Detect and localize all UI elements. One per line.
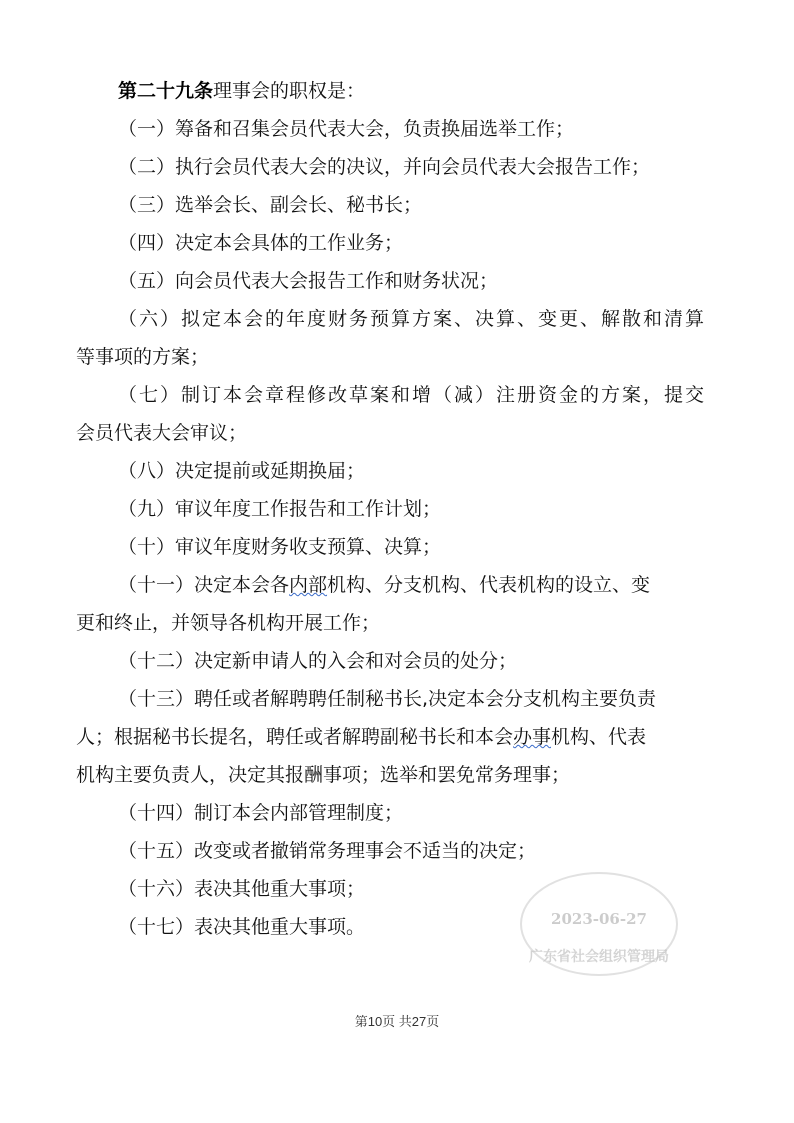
article-number: 第二十九条 [118,80,214,102]
item-6-text-1: （六）拟定本会的年度财务预算方案、决算、变更、解散和清算 [118,308,704,330]
item-7-line-2: 会员代表大会审议； [76,422,248,444]
official-stamp [520,872,678,976]
item-4: （四）决定本会具体的工作业务； [118,232,404,254]
item-8: （八）决定提前或延期换届； [118,460,366,482]
item-11-line-2: 更和终止，并领导各机构开展工作； [76,612,381,634]
item-13-line-2 [76,725,646,749]
page-number-footer: 第10页 共27页 [354,1014,440,1029]
item-11-text-pre: （十一）决定本会各 [118,574,290,596]
item-6-line-2: 等事项的方案； [76,346,210,368]
item-11-line-1 [118,573,650,597]
item-17: （十七）表决其他重大事项。 [118,916,366,938]
item-13-line-1: （十三）聘任或者解聘聘任制秘书长,决定本会分支机构主要负责 [118,688,657,710]
item-5: （五）向会员代表大会报告工作和财务状况； [118,270,499,292]
item-2: （二）执行会员代表大会的决议，并向会员代表大会报告工作； [118,156,651,178]
item-13-text-post: 机构、代表 [551,726,647,748]
item-7-text-1: （七）制订本会章程修改草案和增（减）注册资金的方案，提交 [118,384,704,406]
item-12: （十二）决定新申请人的入会和对会员的处分； [118,650,518,672]
item-16: （十六）表决其他重大事项； [118,878,366,900]
item-3: （三）选举会长、副会长、秘书长； [118,194,423,216]
item-1: （一）筹备和召集会员代表大会，负责换届选举工作； [118,118,575,140]
item-7-line-1 [118,383,704,407]
item-13-text-marked: 办事 [513,726,552,748]
item-10: （十）审议年度财务收支预算、决算； [118,536,442,558]
article-heading: 理事会的职权是： [213,80,366,102]
item-11-text-post: 机构、分支机构、代表机构的设立、变 [327,574,651,596]
stamp-organization: 广东省社会组织管理局 [529,949,669,965]
item-15: （十五）改变或者撤销常务理事会不适当的决定； [118,840,537,862]
stamp-date: 2023-06-27 [551,910,647,928]
item-13-line-3: 机构主要负责人，决定其报酬事项；选举和罢免常务理事； [76,764,571,786]
item-14: （十四）制订本会内部管理制度； [118,802,404,824]
article-heading-line [118,79,365,103]
item-9: （九）审议年度工作报告和工作计划； [118,498,442,520]
item-6-line-1 [118,307,704,331]
item-13-text-pre: 人；根据秘书长提名，聘任或者解聘副秘书长和本会 [76,726,514,748]
item-11-text-marked: 内部 [289,574,328,596]
